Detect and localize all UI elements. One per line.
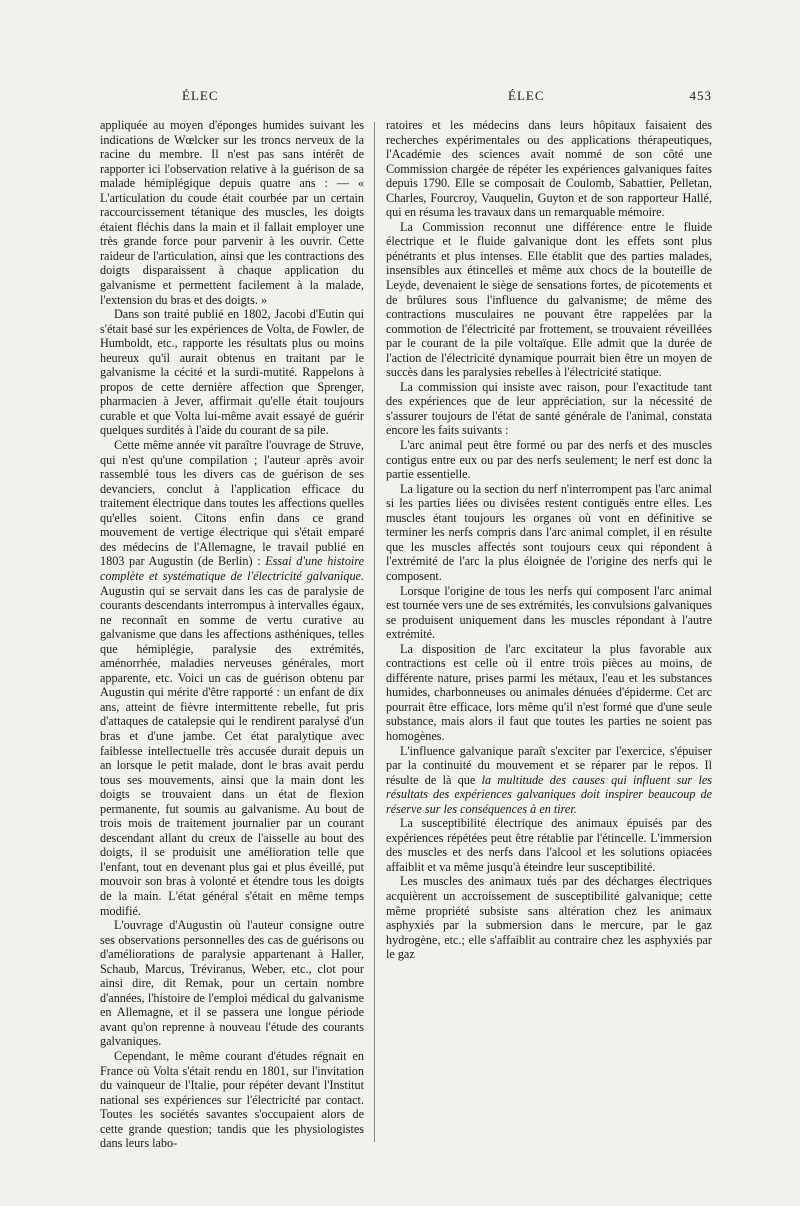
paragraph: La commission qui insiste avec raison, pour l'exactitude tant des expériences que de leur appréciation, sur la nécessité de s'assurer toujours de l'état de santé générale de l'animal, constata encore les faits suivants : [386,379,712,438]
book-title: Essai d'une histoire complète et systématique de l'électricité galvanique. [100,554,364,583]
running-header [120,88,712,108]
paragraph: La susceptibilité électrique des animaux épuisés par des expériences répétées peut être rétablie par l'étincelle. L'immersion des muscles et des nerfs dans l'alcool et les solutions opiacées affaiblit et va même jusqu'à éteindre leur susceptibilité. [386,816,712,874]
paragraph: Dans son traité publié en 1802, Jacobi d'Eutin qui s'était basé sur les expériences de Volta, de Fowler, de Humboldt, etc., rapporte les résultats plus ou moins heureux qu'il aurait obtenus en traitant par le galvanisme la cécité et la surdi-mutité. Rappelons à propos de cette dernière affection que Sprenger, pharmacien à Jever, affirmait qu'elle était toujours curable et que Volta lui-même avait essayé de guérir quelques surdités à l'aide du courant de sa pile. [100,307,364,438]
paragraph: Lorsque l'origine de tous les nerfs qui composent l'arc animal est tournée vers une de ses extrémités, les convulsions galvaniques se produisent uniquement dans les muscles répondant à l'autre extrémité. [386,583,712,642]
paragraph: La disposition de l'arc excitateur la plus favorable aux contractions est celle où il entre trois pièces au moins, de différente nature, prises parmi les métaux, l'eau et les substances humides, charbonneuses ou animales dénuées d'épiderme. Cet arc pourrait être efficace, lors même qu'il n'est formé que d'une seule substance, mais alors il faut que toutes les parties ne soient pas homogènes. [386,641,712,743]
emphasis-text: la multitude des causes qui influent sur les résultats des expériences galvaniques doit inspirer beaucoup de réserve sur les conséquences à en tirer. [386,772,712,816]
right-column [386,118,712,962]
text-run: L'influence galvanique paraît s'exciter par l'exercice, s'épuiser par la continuité du mouvement et se réparer par le repos. Il résulte de là que [386,743,712,787]
header-left-title: ÉLEC [182,88,219,103]
paragraph: Les muscles des animaux tués par des décharges électriques acquièrent un accroissement de susceptibilité galvanique; cette même propriété subsiste sans altération chez les animaux asphyxiés par la submersion dans le mercure, par le gaz hydrogène, etc.; elle s'affaiblit au contraire chez les asphyxiés par le gaz [386,874,712,962]
paragraph: ratoires et les médecins dans leurs hôpitaux faisaient des recherches expérimentales ou des applications thérapeutiques, l'Académie des sciences avait nommé de son côté une Commission chargée de répéter les expériences galvaniques faites depuis 1790. Elle se composait de Coulomb, Sabattier, Pelletan, Charles, Fourcroy, Vauquelin, Guyton et de son rapporteur Hallé, qui en résuma les travaux dans un remarquable mémoire. [386,118,712,220]
page-number: 453 [689,88,712,103]
text-run: Cette même année vit paraître l'ouvrage de Struve, qui n'est qu'une compilation ; l'auteur après avoir rassemblé tous les divers cas de guérison de ses devanciers, conclut à l'application efficace du traitement électrique dans toutes les affections quelles qu'elles soient. Citons enfin dans ce grand mouvement de vertige électrique qui s'était emparé des médecins de l'Allemagne, le travail publié en 1803 par Augustin (de Berlin) : [100,438,364,569]
paragraph: La ligature ou la section du nerf n'interrompent pas l'arc animal si les parties liées ou divisées restent contiguës entre elles. Les muscles étant toujours les organes où vont en définitive se terminer les nerfs compris dans l'arc animal complet, il en résulte que les muscles affectés sont toujours ceux qui répondent à l'extrémité de l'arc la plus éloignée de l'origine des nerfs qui le composent. [386,481,712,583]
left-column [100,118,364,1151]
paragraph: appliquée au moyen d'éponges humides suivant les indications de Wœlcker sur les troncs nerveux de la racine du membre. Il n'est pas sans intérêt de rapporter ici l'observation relative à la guérison de sa malade hémiplégique depuis quatre ans : — « L'articulation du coude était courbée par un certain raccourcissement tétanique des muscles, les doigts étaient fléchis dans la main et il fallait employer une très grande force pour parvenir à les ouvrir. Cette raideur de l'articulation, ainsi que les contractions des doigts disparaissent à chaque application du galvanisme et permettent facilement à la malade, l'extension du bras et des doigts. » [100,118,364,307]
paragraph [386,744,712,817]
paragraph: La Commission reconnut une différence entre le fluide électrique et le fluide galvanique dont les effets sont plus pénétrants et plus intenses. Elle établit que des parties malades, insensibles aux étincelles et même aux chocs de la bouteille de Leyde, devenaient le siège de sensations fortes, de picotements et de brûlures sous l'influence du galvanisme; de même des contractions musculaires ne pouvant être rappelées par la commotion de l'électricité par frottement, se trouvaient réveillées par le courant de la pile voltaïque. Elle admit que la durée de l'action de l'électricité dynamique pourrait bien être un moyen de succès dans les paralysies rebelles à l'électricité statique. [386,219,712,380]
paragraph: L'arc animal peut être formé ou par des nerfs et des muscles contigus entre eux ou par des nerfs seulement; le nerf est donc la partie essentielle. [386,438,712,482]
paragraph [100,438,364,918]
header-right-title: ÉLEC [508,88,545,103]
text-run: Augustin qui se servait dans les cas de paralysie de courants descendants interrompus à intervalles égaux, ne reconnaît en somme de vertu curative au galvanisme que dans les affections asthéniques, telles que hémiplégie, paralysie des extrémités, aménorrhée, maladies nerveuses générales, mort apparente, etc. Voici un cas de guérison obtenu par Augustin qui mérite d'être rapporté : un enfant de dix ans, atteint de fièvre intermittente rebelle, fut pris d'attaques de catalepsie qui le rendirent paralysé d'un bras et d'une jambe. Cet état paralytique avec faiblesse intellectuelle très accusée durait depuis un an lorsque le petit malade, dont le bras avait perdu tous ses mouvements, ainsi que la main dont les doigts se trouvaient dans un état de flexion permanente, fut soumis au galvanisme. Au bout de trois mois de traitement journalier par un courant descendant allant du creux de l'aisselle au bout des doigts, il se produisit une amélioration telle que l'enfant, tout en devenant plus gai et plus éveillé, put mouvoir son bras à volonté et étendre tous les doigts de la main. L'état général s'était en même temps modifié. [100,583,364,918]
paragraph: L'ouvrage d'Augustin où l'auteur consigne outre ses observations personnelles des cas de guérisons ou d'améliorations de paralysie appartenant à Haller, Schaub, Marcus, Tréviranus, Weber, etc., clot pour ainsi dire, dit Remak, pour un certain nombre d'années, l'histoire de l'emploi médical du galvanisme en Allemagne, et il se passera une longue période avant qu'on reprenne à nouveau l'étude des courants galvaniques. [100,918,364,1049]
paragraph: Cependant, le même courant d'études régnait en France où Volta s'était rendu en 1801, sur l'invitation du vainqueur de l'Italie, pour répéter devant l'Institut national ses expériences sur l'électricité par contact. Toutes les sociétés savantes s'occupaient alors de cette grande question; tandis que les physiologistes dans leurs labo- [100,1049,364,1151]
column-divider [374,122,375,1142]
